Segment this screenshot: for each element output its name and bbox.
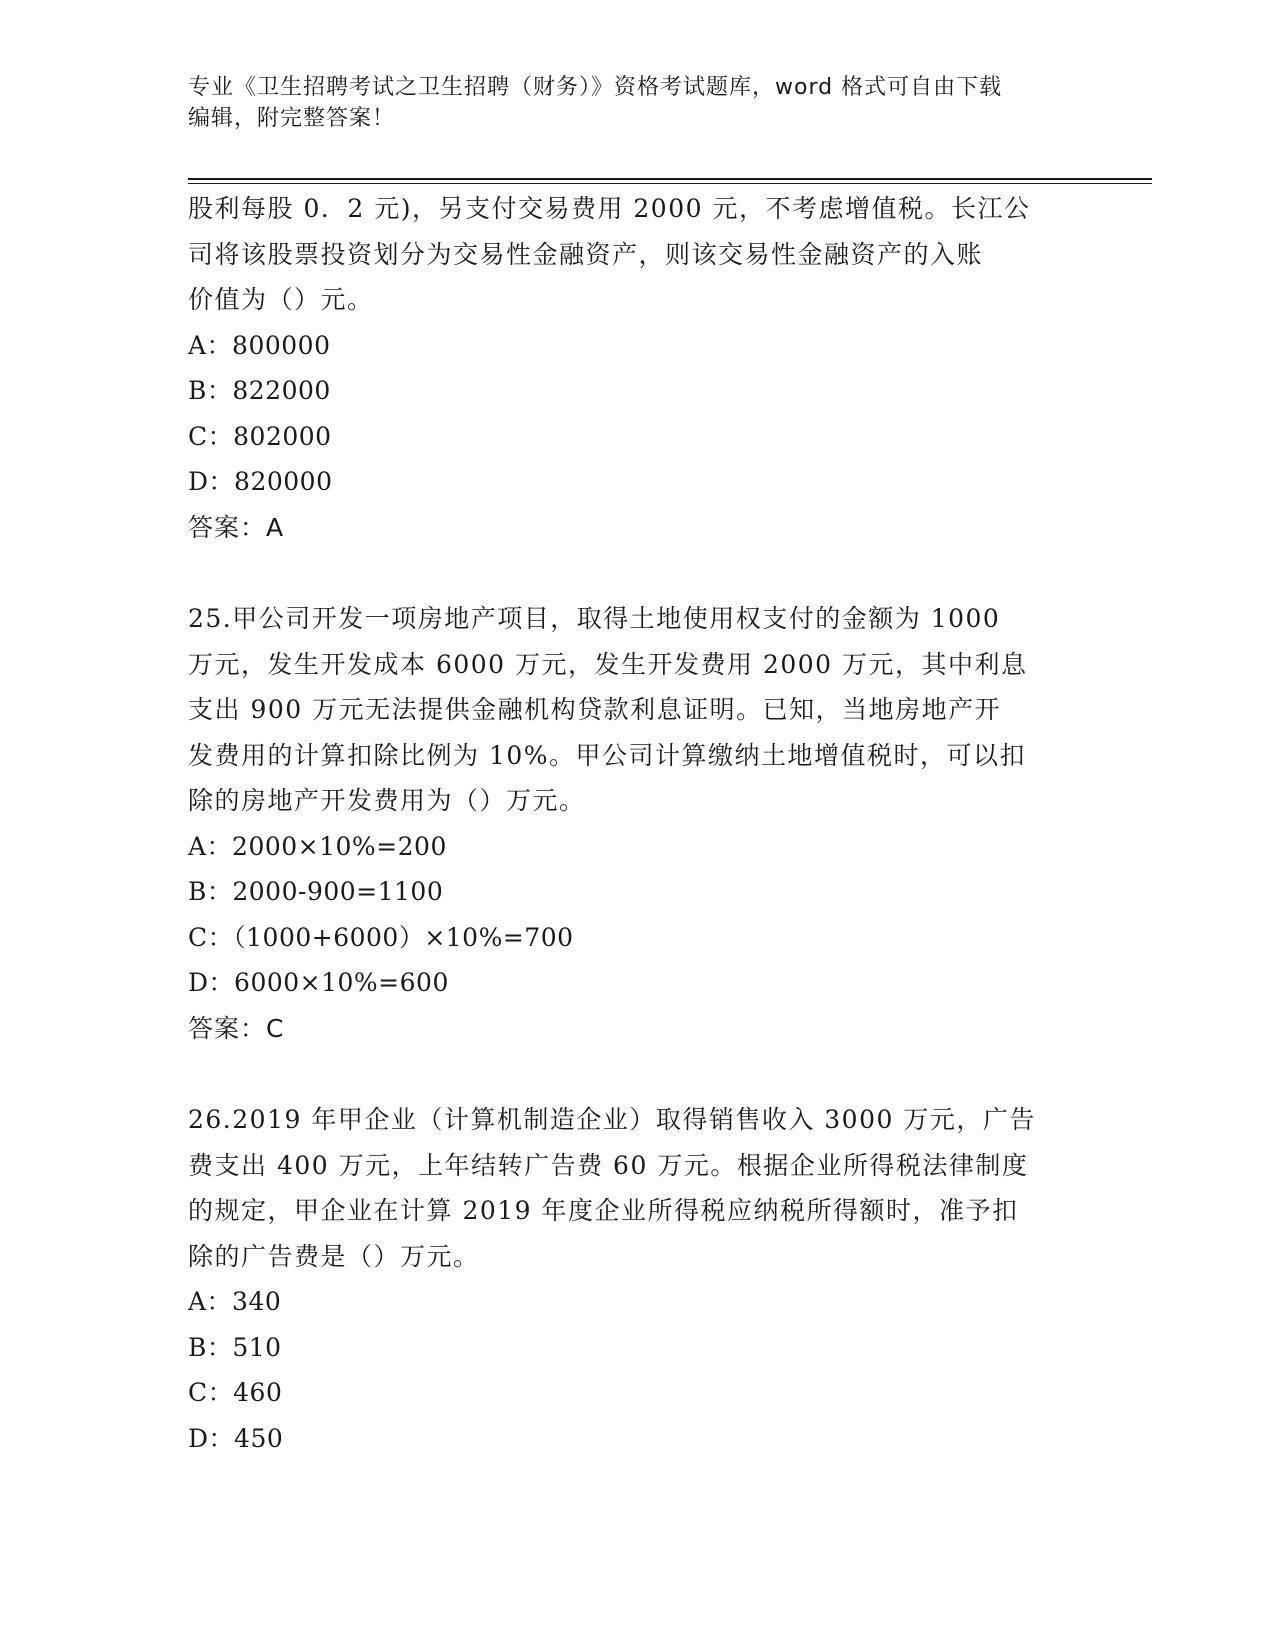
option-a: A：340 <box>188 1287 282 1316</box>
question-line: 支出 900 万元无法提供金融机构贷款利息证明。已知，当地房地产开 <box>188 695 1002 724</box>
option-c: C：（1000+6000）×10%=700 <box>188 922 574 952</box>
option-b: B：2000-900=1100 <box>188 877 444 906</box>
header-line-2: 编辑，附完整答案！ <box>188 106 396 131</box>
option-a: A：800000 <box>188 330 331 360</box>
option-d: D：820000 <box>188 467 333 496</box>
question-line: 25.甲公司开发一项房地产项目，取得土地使用权支付的金额为 1000 <box>188 604 1001 633</box>
option-a: A：2000×10%=200 <box>188 831 447 861</box>
option-c: C：460 <box>188 1378 283 1407</box>
header-divider-thick <box>188 178 1152 180</box>
option-d: D：450 <box>188 1423 284 1453</box>
option-b: B：510 <box>188 1332 282 1362</box>
question-line: 发费用的计算扣除比例为 10%。甲公司计算缴纳土地增值税时，可以扣 <box>188 740 1027 770</box>
document-body <box>188 186 1088 1461</box>
question-line: 26.2019 年甲企业（计算机制造企业）取得销售收入 3000 万元，广告 <box>188 1105 1036 1134</box>
question-line: 除的房地产开发费用为（）万元。 <box>188 786 586 815</box>
option-b: B：822000 <box>188 376 331 405</box>
question-line: 司将该股票投资划分为交易性金融资产，则该交易性金融资产的入账 <box>188 239 984 269</box>
question-line: 除的广告费是（）万元。 <box>188 1241 480 1271</box>
question-line: 万元，发生开发成本 6000 万元，发生开发费用 2000 万元，其中利息 <box>188 649 1028 679</box>
question-block <box>188 1097 1088 1461</box>
question-line: 费支出 400 万元，上年结转广告费 60 万元。根据企业所得税法律制度 <box>188 1150 1029 1180</box>
spacer <box>188 1051 1088 1097</box>
option-d: D：6000×10%=600 <box>188 968 449 997</box>
question-block <box>188 596 1088 1051</box>
question-block <box>188 186 1088 550</box>
question-line: 股利每股 0．2 元)，另支付交易费用 2000 元，不考虑增值税。长江公 <box>188 194 1031 223</box>
option-c: C：802000 <box>188 421 332 451</box>
answer: 答案：C <box>188 1013 285 1043</box>
header-divider-thin <box>188 183 1152 184</box>
question-line: 价值为（）元。 <box>188 285 374 314</box>
answer: 答案：A <box>188 512 285 542</box>
spacer <box>188 550 1088 596</box>
document-header <box>188 72 1088 134</box>
question-line: 的规定，甲企业在计算 2019 年度企业所得税应纳税所得额时，准予扣 <box>188 1196 1019 1225</box>
header-line-1: 专业《卫生招聘考试之卫生招聘（财务）》资格考试题库，word 格式可自由下载 <box>188 75 1003 100</box>
